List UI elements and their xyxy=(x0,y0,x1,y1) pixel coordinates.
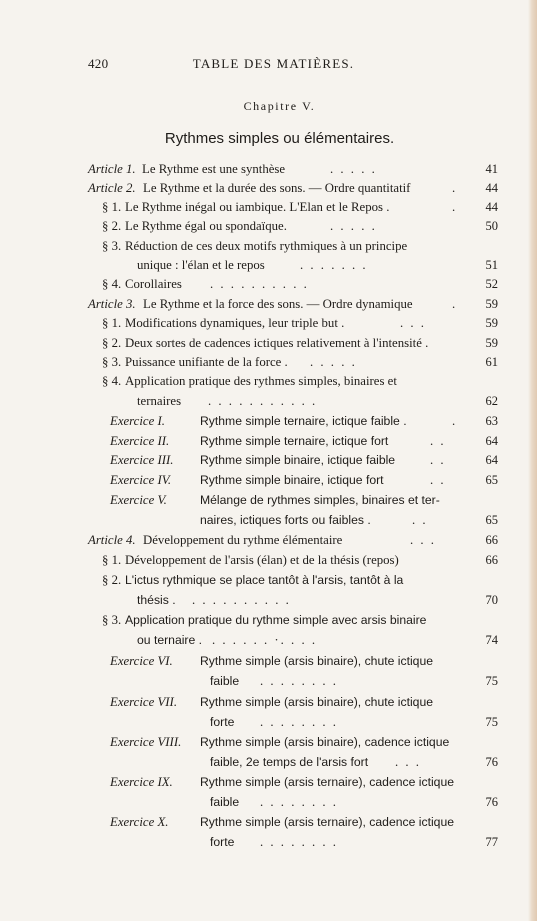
toc-entry-leader: . . . xyxy=(400,316,426,330)
toc-entry-text: Le Rythme et la durée des sons. — Ordre quantitatif xyxy=(143,181,411,195)
toc-entry-label: Exercice X. xyxy=(110,815,169,829)
toc-entry-label: Exercice IX. xyxy=(110,775,173,789)
toc-entry-label: § 1. xyxy=(102,316,122,330)
toc-entry-label: Exercice VII. xyxy=(110,695,178,709)
toc-entry-page: 44 xyxy=(485,181,498,195)
toc-entry-text: Le Rythme est une synthèse xyxy=(142,162,286,176)
toc-entry xyxy=(0,833,537,851)
toc-entry-leader: . . . . . xyxy=(310,355,357,369)
toc-entry-text: faible xyxy=(210,795,240,809)
toc-entry-text: Rythme simple (arsis binaire), cadence ictique xyxy=(200,735,450,749)
toc-entry-text: Rythme simple binaire, ictique faible xyxy=(200,453,396,467)
toc-entry-leader: . . . . . . ·. . . . xyxy=(212,633,318,647)
toc-entry-text: unique : l'élan et le repos xyxy=(137,258,265,272)
toc-entry-label: Exercice VIII. xyxy=(110,735,182,749)
toc-entry-text: Rythme simple ternaire, ictique fort xyxy=(200,434,389,448)
toc-entry-text: Rythme simple ternaire, ictique faible . xyxy=(200,414,407,428)
toc-entry-label: Exercice II. xyxy=(110,434,170,448)
toc-entry-text: ternaires xyxy=(137,394,182,408)
toc-entry-leader: . . xyxy=(430,473,446,487)
toc-entry xyxy=(0,179,537,197)
toc-entry-page: 77 xyxy=(485,835,498,849)
toc-entry-text: faible xyxy=(210,674,240,688)
toc-entry-text: Développement du rythme élémentaire xyxy=(143,533,343,547)
toc-entry-text: thésis . xyxy=(137,593,176,607)
toc-entry-text: Développement de l'arsis (élan) et de la thésis (repos) xyxy=(125,553,399,567)
toc-entry-leader: . . xyxy=(430,453,446,467)
toc-entry-page: 59 xyxy=(485,336,498,350)
toc-entry-text: Rythme simple (arsis ternaire), cadence ictique xyxy=(200,815,455,829)
toc-entry xyxy=(0,551,537,569)
toc-entry-text: Mélange de rythmes simples, binaires et ter- xyxy=(200,493,440,507)
toc-entry xyxy=(0,531,537,549)
toc-entry-leader: . xyxy=(452,414,458,428)
toc-entry-page: 75 xyxy=(485,674,498,688)
toc-entry-label: § 3. xyxy=(102,613,122,627)
toc-entry-leader: . . . xyxy=(395,755,421,769)
toc-entry-text: forte xyxy=(210,715,235,729)
toc-entry-label: § 4. xyxy=(102,374,122,388)
toc-entry xyxy=(0,237,537,255)
toc-entry-text: Puissance unifiante de la force . xyxy=(125,355,288,369)
toc-entry-leader: . . . . . . . . xyxy=(260,795,338,809)
toc-entry-leader: . . . . . . . xyxy=(300,258,368,272)
toc-entry-page: 66 xyxy=(485,533,498,547)
toc-entry-label: Article 2. xyxy=(88,181,136,195)
toc-entry-label: § 4. xyxy=(102,277,122,291)
chapter-heading: Chapitre V. xyxy=(243,99,316,113)
toc-entry-text: forte xyxy=(210,835,235,849)
toc-entry-page: 75 xyxy=(485,715,498,729)
toc-entry-label: Exercice VI. xyxy=(110,654,173,668)
toc-entry-label: Exercice I. xyxy=(110,414,165,428)
toc-entry-text: Réduction de ces deux motifs rythmiques à un principe xyxy=(125,239,408,253)
toc-entry-page: 66 xyxy=(485,553,498,567)
toc-entry xyxy=(0,591,537,609)
toc-entry-text: Le Rythme inégal ou iambique. L'Elan et le Repos . xyxy=(125,200,390,214)
toc-entry xyxy=(0,432,537,450)
toc-entry-text: Rythme simple binaire, ictique fort xyxy=(200,473,384,487)
toc-entry-leader: . . xyxy=(412,513,428,527)
toc-entry-label: Exercice III. xyxy=(110,453,174,467)
toc-entry-leader: . xyxy=(452,181,458,195)
toc-entry-page: 76 xyxy=(485,795,498,809)
toc-entry-leader: . . . . . . . . . . xyxy=(210,277,309,291)
toc-entry-text: Le Rythme et la force des sons. — Ordre dynamique xyxy=(143,297,413,311)
toc-entry-page: 59 xyxy=(485,297,498,311)
toc-entry-text: Le Rythme égal ou spondaïque. xyxy=(125,219,287,233)
toc-entry-page: 52 xyxy=(485,277,498,291)
toc-entry-page: 50 xyxy=(485,219,498,233)
toc-entry xyxy=(0,295,537,313)
toc-entry xyxy=(0,353,537,371)
toc-entry xyxy=(0,392,537,410)
toc-entry-label: § 1. xyxy=(102,200,122,214)
toc-entry-page: 41 xyxy=(485,162,498,176)
toc-entry-label: § 2. xyxy=(102,219,122,233)
toc-entry xyxy=(0,334,537,352)
toc-entry-text: Rythme simple (arsis binaire), chute ictique xyxy=(200,654,434,668)
toc-entry xyxy=(0,160,537,178)
toc-entry-leader: . . . . . . . . xyxy=(260,674,338,688)
toc-entry-page: 51 xyxy=(485,258,498,272)
running-title: TABLE DES MATIÈRES. xyxy=(192,56,355,71)
toc-entry xyxy=(0,611,537,629)
toc-entry xyxy=(0,773,537,791)
toc-entry-leader: . . . . . xyxy=(330,162,377,176)
page-number: 420 xyxy=(88,56,109,71)
toc-entry-page: 59 xyxy=(485,316,498,330)
toc-entry-text: Rythme simple (arsis binaire), chute ictique xyxy=(200,695,434,709)
toc-entry xyxy=(0,511,537,529)
toc-entry xyxy=(0,314,537,332)
toc-entry-leader: . xyxy=(452,200,458,214)
toc-entry xyxy=(0,412,537,430)
toc-entry xyxy=(0,217,537,235)
toc-entry-text: Deux sortes de cadences ictiques relativement à l'intensité . xyxy=(125,336,429,350)
toc-entry-leader: . . . xyxy=(410,533,436,547)
toc-entry-text: L'ictus rythmique se place tantôt à l'arsis, tantôt à la xyxy=(125,573,404,587)
toc-entry-text: Application pratique du rythme simple avec arsis binaire xyxy=(125,613,427,627)
toc-entry xyxy=(0,753,537,771)
toc-entry xyxy=(0,652,537,670)
toc-entry-leader: . xyxy=(452,297,458,311)
toc-entry-page: 64 xyxy=(485,434,498,448)
toc-entry-page: 70 xyxy=(485,593,498,607)
toc-entry xyxy=(0,491,537,509)
toc-entry-page: 61 xyxy=(485,355,498,369)
toc-entry-label: Exercice IV. xyxy=(110,473,172,487)
toc-entry-page: 64 xyxy=(485,453,498,467)
toc-entry-label: § 2. xyxy=(102,573,122,587)
toc-entry-text: naires, ictiques forts ou faibles . xyxy=(200,513,371,527)
toc-entry xyxy=(0,198,537,216)
toc-entry xyxy=(0,672,537,690)
toc-entry-text: Application pratique des rythmes simples, binaires et xyxy=(125,374,397,388)
toc-entry-leader: . . . . . . . . xyxy=(260,835,338,849)
toc-entry-leader: . . xyxy=(430,434,446,448)
toc-entry xyxy=(0,256,537,274)
toc-entry-label: Article 1. xyxy=(88,162,136,176)
toc-entry-label: § 2. xyxy=(102,336,122,350)
toc-entry-label: Article 4. xyxy=(88,533,136,547)
toc-entry-text: Corollaires xyxy=(125,277,182,291)
toc-entry-leader: . . . . . . . . xyxy=(260,715,338,729)
toc-entry xyxy=(0,571,537,589)
toc-entry xyxy=(0,813,537,831)
toc-entry-label: § 3. xyxy=(102,239,122,253)
toc-entry-leader: . . . . . . . . . . xyxy=(192,593,291,607)
toc-entry-label: Exercice V. xyxy=(110,493,167,507)
toc-entry-leader: . . . . . xyxy=(330,219,377,233)
toc-entry-label: § 3. xyxy=(102,355,122,369)
toc-entry-page: 62 xyxy=(485,394,498,408)
toc-entry-leader: . . . . . . . . . . . xyxy=(208,394,318,408)
toc-entry-page: 65 xyxy=(485,513,498,527)
toc-entry xyxy=(0,693,537,711)
toc-entry-text: Rythme simple (arsis ternaire), cadence ictique xyxy=(200,775,455,789)
toc-entry-page: 76 xyxy=(485,755,498,769)
toc-entry-text: Modifications dynamiques, leur triple but . xyxy=(125,316,345,330)
toc-entry-page: 44 xyxy=(485,200,498,214)
toc-entry-page: 65 xyxy=(485,473,498,487)
toc-entry xyxy=(0,372,537,390)
toc-entry xyxy=(0,631,537,649)
toc-entry-text: ou ternaire . xyxy=(137,633,203,647)
toc-entry-label: § 1. xyxy=(102,553,122,567)
toc-entry xyxy=(0,793,537,811)
toc-entry-text: faible, 2e temps de l'arsis fort xyxy=(210,755,369,769)
toc-entry-page: 74 xyxy=(485,633,498,647)
toc-entry xyxy=(0,471,537,489)
toc-entry xyxy=(0,451,537,469)
toc-entry xyxy=(0,275,537,293)
toc-entry xyxy=(0,713,537,731)
toc-entry-label: Article 3. xyxy=(88,297,136,311)
toc-entry xyxy=(0,733,537,751)
toc-entry-page: 63 xyxy=(485,414,498,428)
chapter-title: Rythmes simples ou élémentaires. xyxy=(164,130,395,147)
